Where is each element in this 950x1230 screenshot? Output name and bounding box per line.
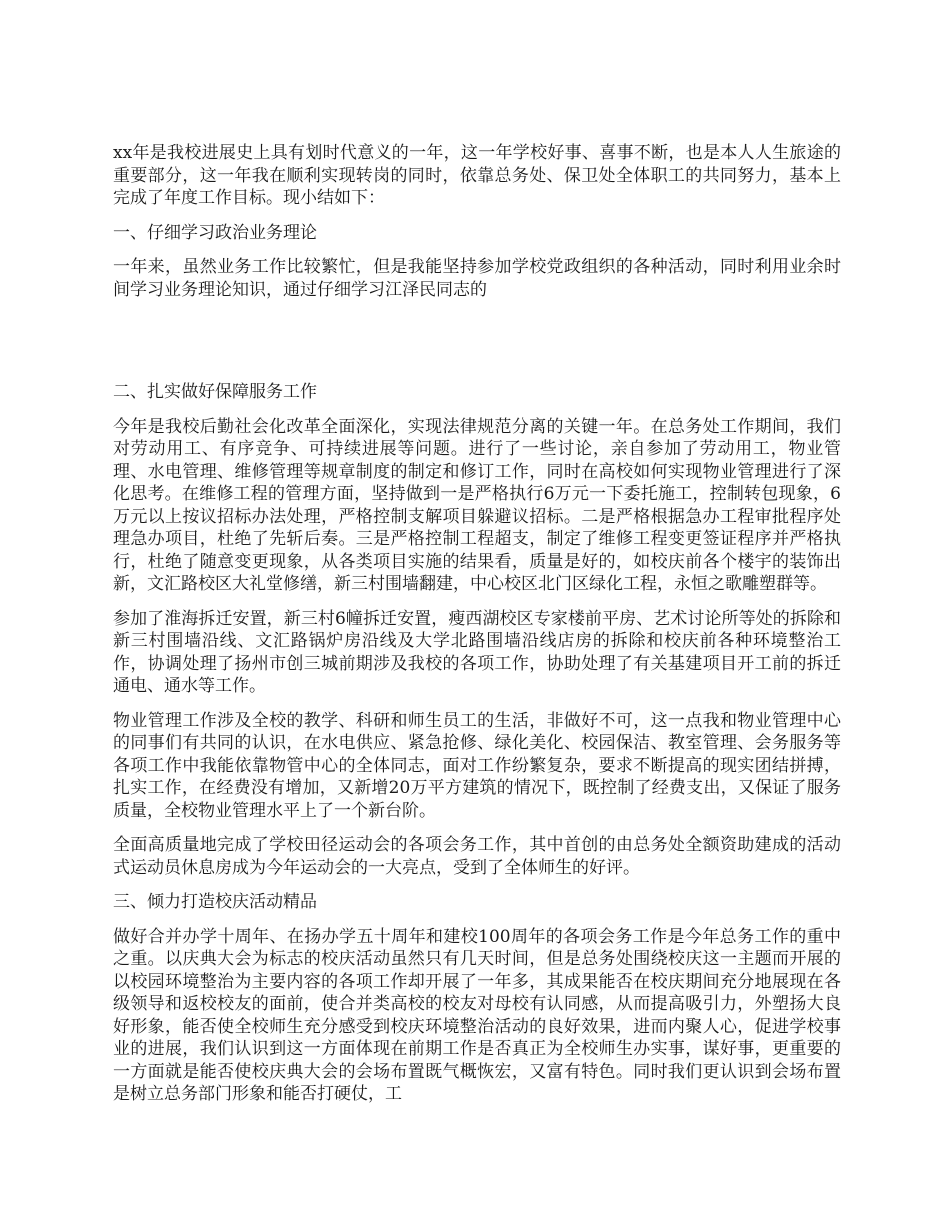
section2-paragraph-3: 物业管理工作涉及全校的教学、科研和师生员工的生活，非做好不可，这一点我和物业管理中心的同事们有共同的认识，在水电供应、紧急抢修、绿化美化、校园保洁、教室管理、会务服务等各项工作中我能依靠物管中心的全体同志，面对工作纷繁复杂，要求不断提高的现实团结拼搏，扎实工作，在经费没有增加，又新增20万平方建筑的情况下，既控制了经费支出，又保证了服务质量，全校物业管理水平上了一个新台阶。 (113, 710, 841, 821)
section3-paragraph-1: 做好合并办学十周年、在扬办学五十周年和建校100周年的各项会务工作是今年总务工作的重中之重。以庆典大会为标志的校庆活动虽然只有几天时间，但是总务处围绕校庆这一主题而开展的以校园环境整治为主要内容的各项工作却开展了一年多，其成果能否在校庆期间充分地展现在各级领导和返校校友的面前，使合并类高校的校友对母校有认同感，从而提高吸引力，外塑扬大良好形象，能否使全校师生充分感受到校庆环境整治活动的良好效果，进而内聚人心，促进学校事业的进展，我们认识到这一方面体现在前期工作是否真正为全校师生办实事，谋好事，更重要的一方面就是能否使校庆典大会的会场布置既气概恢宏，又富有特色。同时我们更认识到会场布置是树立总务部门形象和能否打硬仗，工 (113, 926, 841, 1104)
section2-paragraph-2: 参加了淮海拆迁安置，新三村6幢拆迁安置，瘦西湖校区专家楼前平房、艺术讨论所等处的拆除和新三村围墙沿线、文汇路锅炉房沿线及大学北路围墙沿线店房的拆除和校庆前各种环境整治工作，协调处理了扬州市创三城前期涉及我校的各项工作，协助处理了有关基建项目开工前的拆迁通电、通水等工作。 (113, 608, 841, 696)
section-heading-2: 二、扎实做好保障服务工作 (113, 382, 317, 402)
section2-paragraph-1: 今年是我校后勤社会化改革全面深化，实现法律规范分离的关键一年。在总务处工作期间，我们对劳动用工、有序竞争、可持续进展等问题。进行了一些讨论，亲自参加了劳动用工，物业管理、水电管理、维修管理等规章制度的制定和修订工作，同时在高校如何实现物业管理进行了深化思考。在维修工程的管理方面，坚持做到一是严格执行6万元一下委托施工，控制转包现象，6万元以上按议招标办法处理，严格控制支解项目躲避议招标。二是严格根据急办工程审批程序处理急办项目，杜绝了先斩后奏。三是严格控制工程超支，制定了维修工程变更签证程序并严格执行，杜绝了随意变更现象，从各类项目实施的结果看，质量是好的，如校庆前各个楼宇的装饰出新，文汇路校区大礼堂修缮，新三村围墙翻建，中心校区北门区绿化工程，永恒之歌雕塑群等。 (113, 416, 841, 594)
document-body (113, 142, 841, 1118)
section-heading-3: 三、倾力打造校庆活动精品 (113, 892, 317, 912)
intro-paragraph: xx年是我校进展史上具有划时代意义的一年，这一年学校好事、喜事不断，也是本人人生旅途的重要部分，这一年我在顺利实现转岗的同时，依靠总务处、保卫处全体职工的共同努力，基本上完成了年度工作目标。现小结如下： (113, 143, 841, 208)
section1-paragraph-1: 一年来，虽然业务工作比较繁忙，但是我能坚持参加学校党政组织的各种活动，同时利用业余时间学习业务理论知识，通过仔细学习江泽民同志的 (113, 257, 841, 300)
section2-paragraph-4: 全面高质量地完成了学校田径运动会的各项会务工作，其中首创的由总务处全额资助建成的活动式运动员休息房成为今年运动会的一大亮点，受到了全体师生的好评。 (113, 835, 841, 878)
blank-space (113, 313, 841, 381)
section-heading-1: 一、仔细学习政治业务理论 (113, 222, 317, 243)
